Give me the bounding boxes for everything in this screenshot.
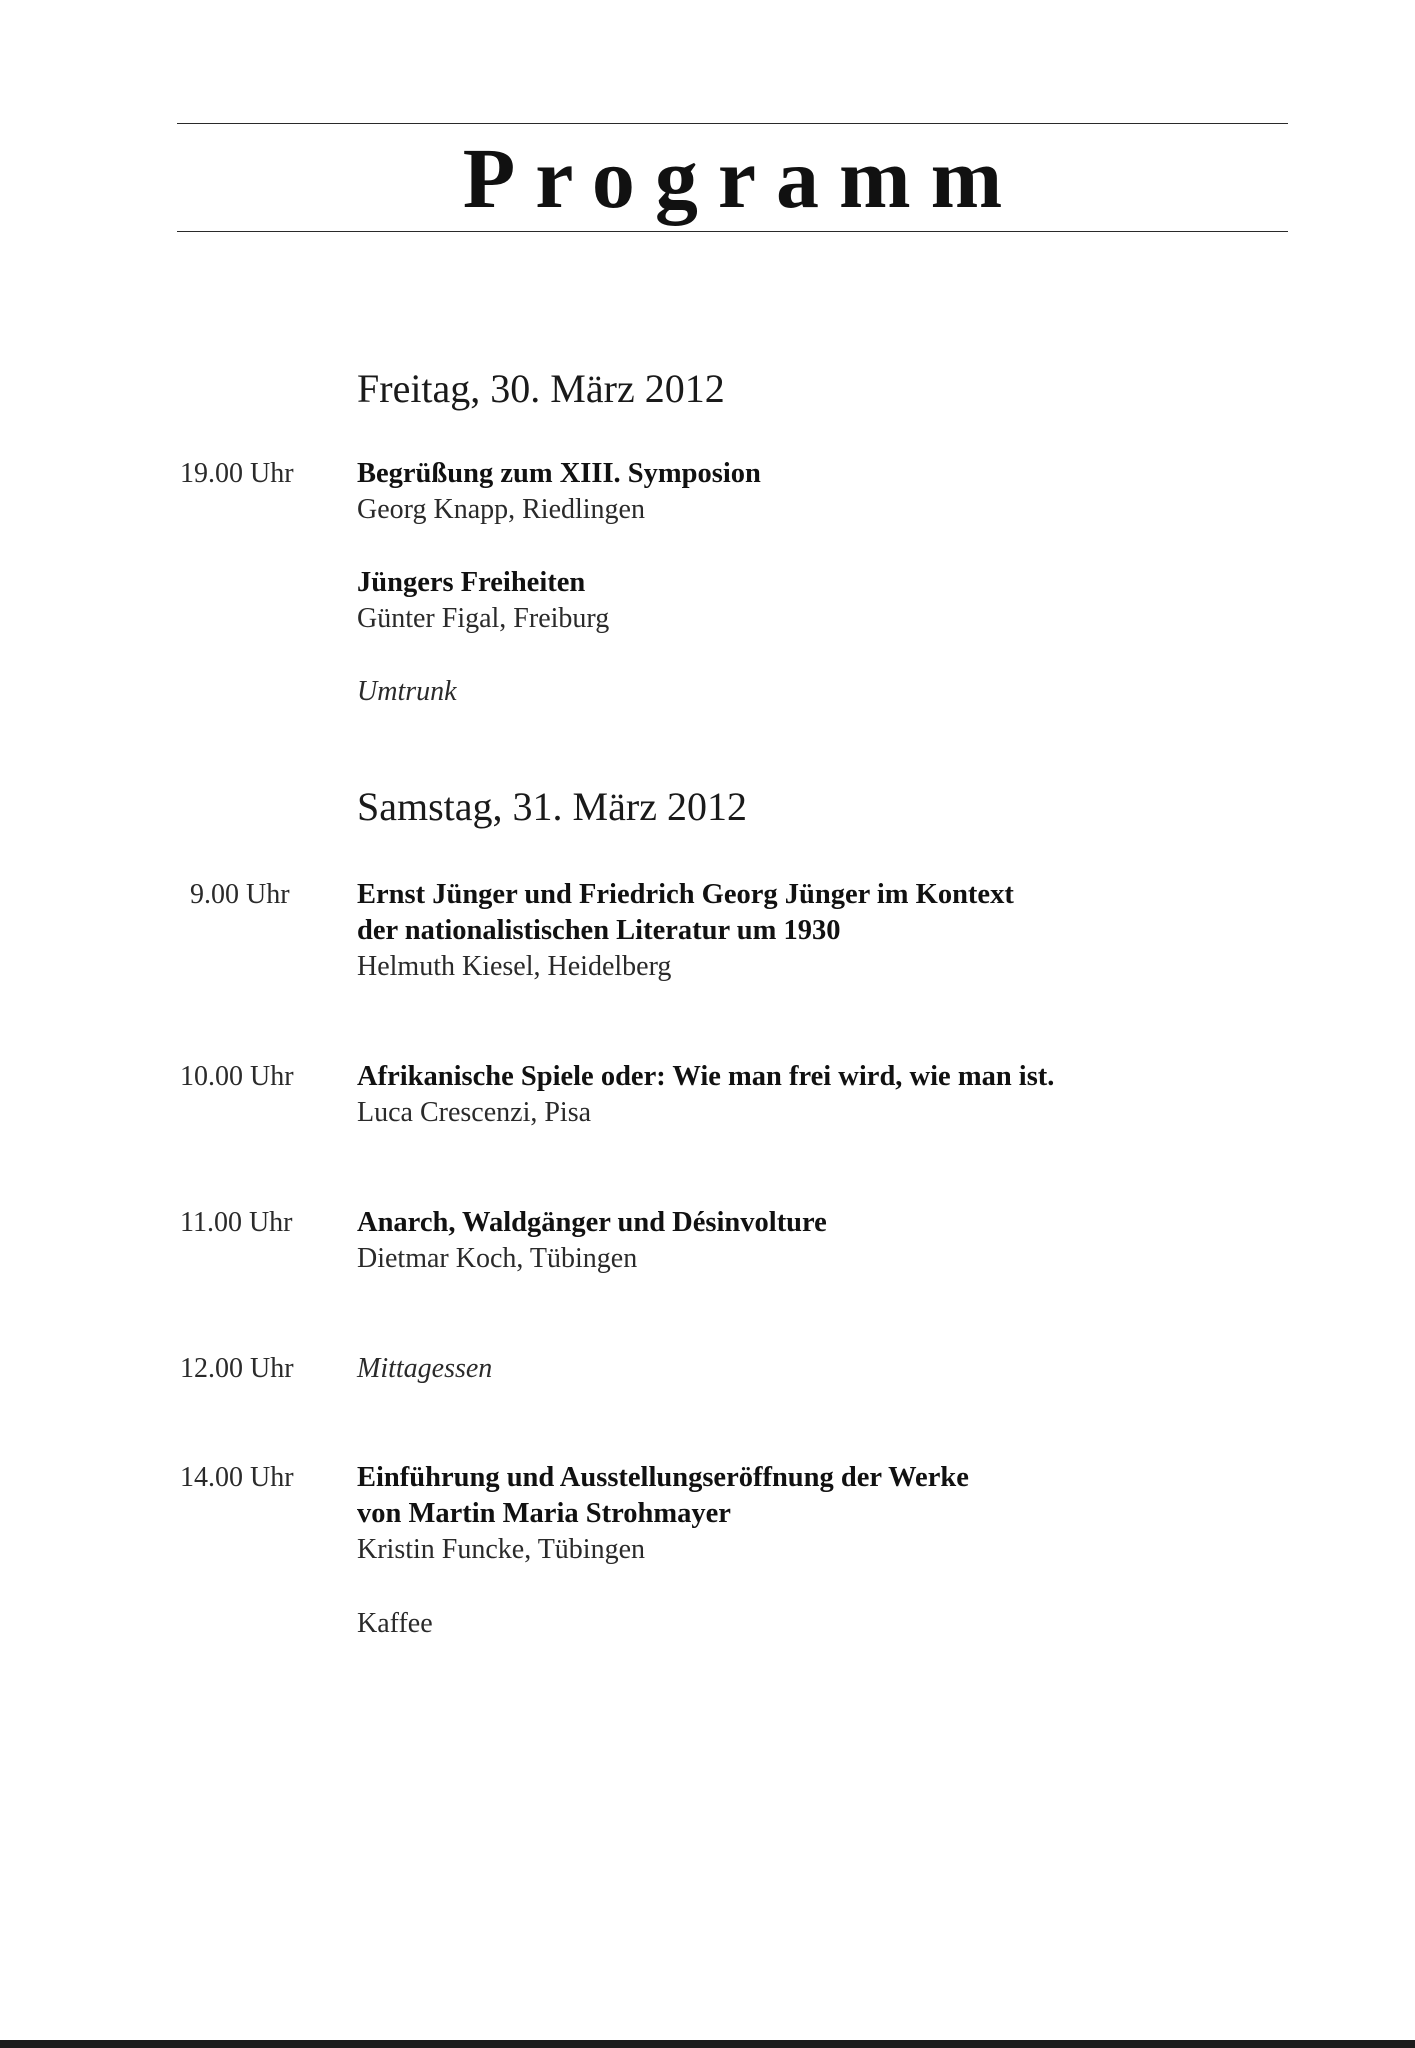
entry-time: 14.00 Uhr bbox=[180, 1462, 294, 1493]
entry-time: 10.00 Uhr bbox=[180, 1061, 294, 1092]
speaker: Dietmar Koch, Tübingen bbox=[357, 1243, 638, 1274]
speaker: Georg Knapp, Riedlingen bbox=[357, 494, 645, 525]
talk-title: Jüngers Freiheiten bbox=[357, 567, 586, 598]
entry-content bbox=[357, 674, 1317, 710]
talk-title-line: Ernst Jünger und Friedrich Georg Jünger im Kontext bbox=[357, 879, 1014, 910]
speaker: Luca Crescenzi, Pisa bbox=[357, 1097, 592, 1128]
entry-time: 9.00 Uhr bbox=[190, 879, 290, 910]
talk-title: Anarch, Waldgänger und Désinvolture bbox=[357, 1207, 827, 1238]
talk-title: Afrikanische Spiele oder: Wie man frei wird, wie man ist. bbox=[357, 1061, 1055, 1092]
entry-note: Umtrunk bbox=[357, 676, 457, 707]
scan-bottom-edge bbox=[0, 2040, 1415, 2048]
day-heading-saturday: Samstag, 31. März 2012 bbox=[357, 784, 747, 829]
speaker: Günter Figal, Freiburg bbox=[357, 603, 610, 634]
talk-title-line: Einführung und Ausstellungseröffnung der Werke bbox=[357, 1462, 969, 1493]
entry-content bbox=[357, 1351, 1317, 1387]
talk-title: Begrüßung zum XIII. Symposion bbox=[357, 458, 761, 489]
entry-time: 12.00 Uhr bbox=[180, 1353, 294, 1384]
talk-title-line: der nationalistischen Literatur um 1930 bbox=[357, 915, 841, 946]
entry-time: 19.00 Uhr bbox=[180, 458, 294, 489]
title-rule-top bbox=[177, 123, 1288, 124]
talk-title-line: von Martin Maria Strohmayer bbox=[357, 1498, 731, 1529]
page-title: Programm bbox=[462, 130, 1023, 226]
entry-content bbox=[357, 1460, 1317, 1568]
entry-content bbox=[357, 1205, 1317, 1277]
entry-content bbox=[357, 565, 1317, 637]
entry-time: 11.00 Uhr bbox=[180, 1207, 293, 1238]
entry-content bbox=[357, 877, 1317, 985]
day-heading-friday: Freitag, 30. März 2012 bbox=[357, 366, 725, 411]
speaker: Helmuth Kiesel, Heidelberg bbox=[357, 951, 672, 982]
entry-note: Kaffee bbox=[357, 1608, 433, 1639]
entry-content bbox=[357, 1059, 1317, 1131]
speaker: Kristin Funcke, Tübingen bbox=[357, 1534, 646, 1565]
entry-note: Mittagessen bbox=[357, 1353, 493, 1384]
entry-content bbox=[357, 456, 1317, 528]
entry-content bbox=[357, 1606, 1317, 1642]
title-rule-bottom bbox=[177, 231, 1288, 232]
